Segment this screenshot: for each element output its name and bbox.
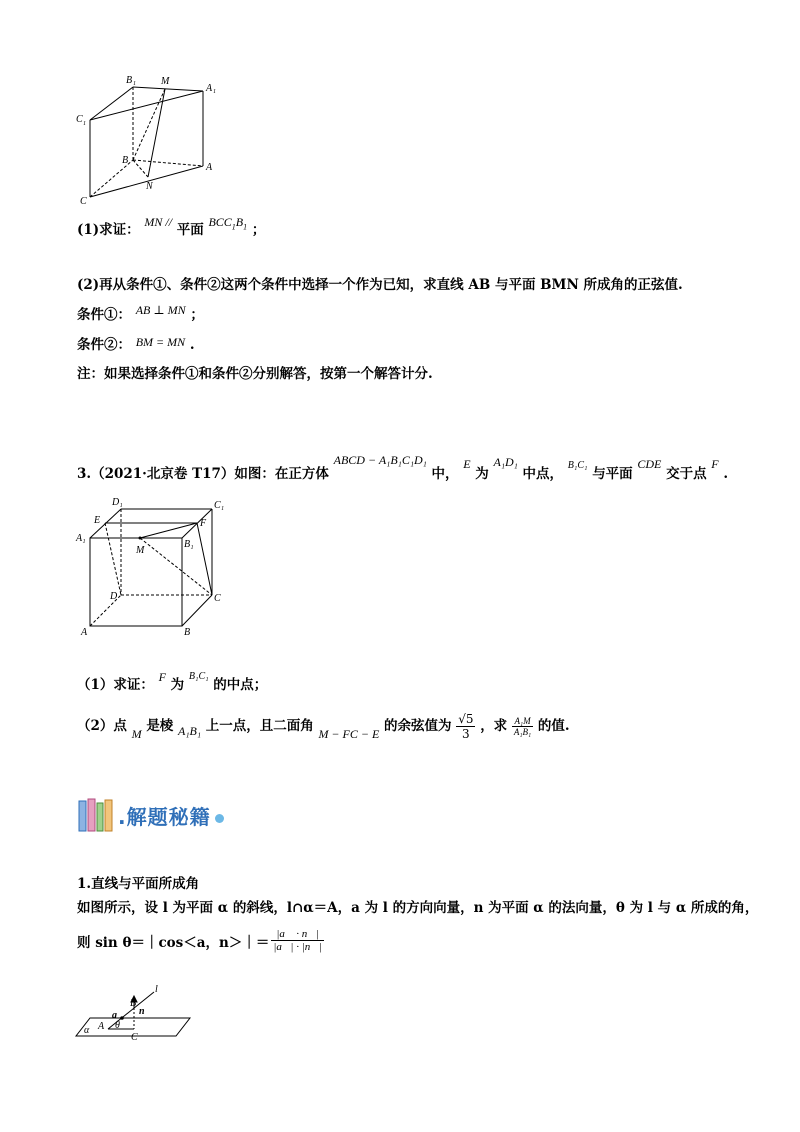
prism-figure <box>70 70 230 210</box>
label-C1: C <box>76 114 83 125</box>
p2-q1: (1)求证： MN // 平面 $BCC_1B_1$ ； <box>77 215 266 238</box>
cube-figure <box>70 495 240 640</box>
label-C: C <box>80 196 87 207</box>
label-A1-cube: A₁ <box>76 533 86 544</box>
label-E: E <box>94 515 101 526</box>
label-M-cube: M <box>136 545 145 556</box>
label-B1-cube: B₁ <box>184 539 194 550</box>
label-A-fig3: A <box>98 1021 105 1032</box>
label-N: N <box>146 181 153 192</box>
books-icon <box>78 797 118 833</box>
p3-q2: （2）点 M 是棱 A₁B₁ 上一点，且二面角 M − FC − E 的余弦值为 $\frac{√5}{3}$ ，求 $\frac{\text{A₁M}}{\text{A₁B₁}}$ 的值. <box>77 712 570 741</box>
label-C-fig3: C <box>131 1032 138 1042</box>
svg-text:1: 1 <box>133 81 136 87</box>
secret-line1: 如图所示，设 l 为平面 α 的斜线，l∩α＝A，a 为 l 的方向向量，n 为平面 α 的法向量，θ 为 l 与 α 所成的角， <box>77 900 759 916</box>
label-C1-cube: C₁ <box>214 500 225 511</box>
svg-text:1: 1 <box>213 89 216 95</box>
label-F: F <box>200 518 207 529</box>
p3-q1: （1）求证： F 为 $^{B_1C_1}$ 的中点； <box>77 670 268 693</box>
label-alpha: α <box>84 1025 90 1036</box>
line-plane-figure <box>72 982 202 1042</box>
p3-head: 3.（2021·北京卷 T17）如图：在正方体 ABCD − A₁B₁C₁D₁ 中， E 为 A₁D₁ 中点， $^{B_1C_1}$ 与平面 CDE 交于点 F . <box>77 453 729 482</box>
label-B: B <box>122 155 129 166</box>
banner-dot <box>215 814 224 823</box>
label-A1: A <box>206 83 213 94</box>
label-D1: D₁ <box>112 497 123 508</box>
label-B-cube: B <box>184 627 191 638</box>
label-l: l <box>155 984 158 995</box>
label-B-fig3: B <box>130 998 137 1009</box>
label-theta: θ <box>115 1020 120 1031</box>
p2-note: 注：如果选择条件①和条件②分别解答，按第一个解答计分. <box>77 366 433 382</box>
svg-text:1: 1 <box>83 121 86 127</box>
secret-line2: 则 sin θ＝｜cos＜a，n＞｜＝ $\frac{|a⃗ \cdot n⃗|}{|a⃗| \cdot |n⃗|}$ <box>77 928 322 953</box>
label-n: n <box>139 1006 145 1017</box>
label-B1: B <box>126 75 133 86</box>
label-C-cube: C <box>214 593 221 604</box>
label-a: a <box>112 1010 117 1021</box>
secret-h1: 1.直线与平面所成角 <box>77 876 200 892</box>
section-banner <box>78 797 224 833</box>
label-A: A <box>206 162 213 173</box>
p2-cond2: 条件②： BM = MN . <box>77 335 195 353</box>
label-D: D <box>110 591 118 602</box>
p2-cond1: 条件①： AB ⊥ MN ； <box>77 303 204 323</box>
banner-title: .解题秘籍 <box>118 804 211 829</box>
label-M: M <box>161 76 170 87</box>
p2-q2: (2)再从条件①、条件②这两个条件中选择一个作为已知，求直线 AB 与平面 BMN 所成角的正弦值. <box>77 277 683 293</box>
label-A-cube: A <box>81 627 88 638</box>
